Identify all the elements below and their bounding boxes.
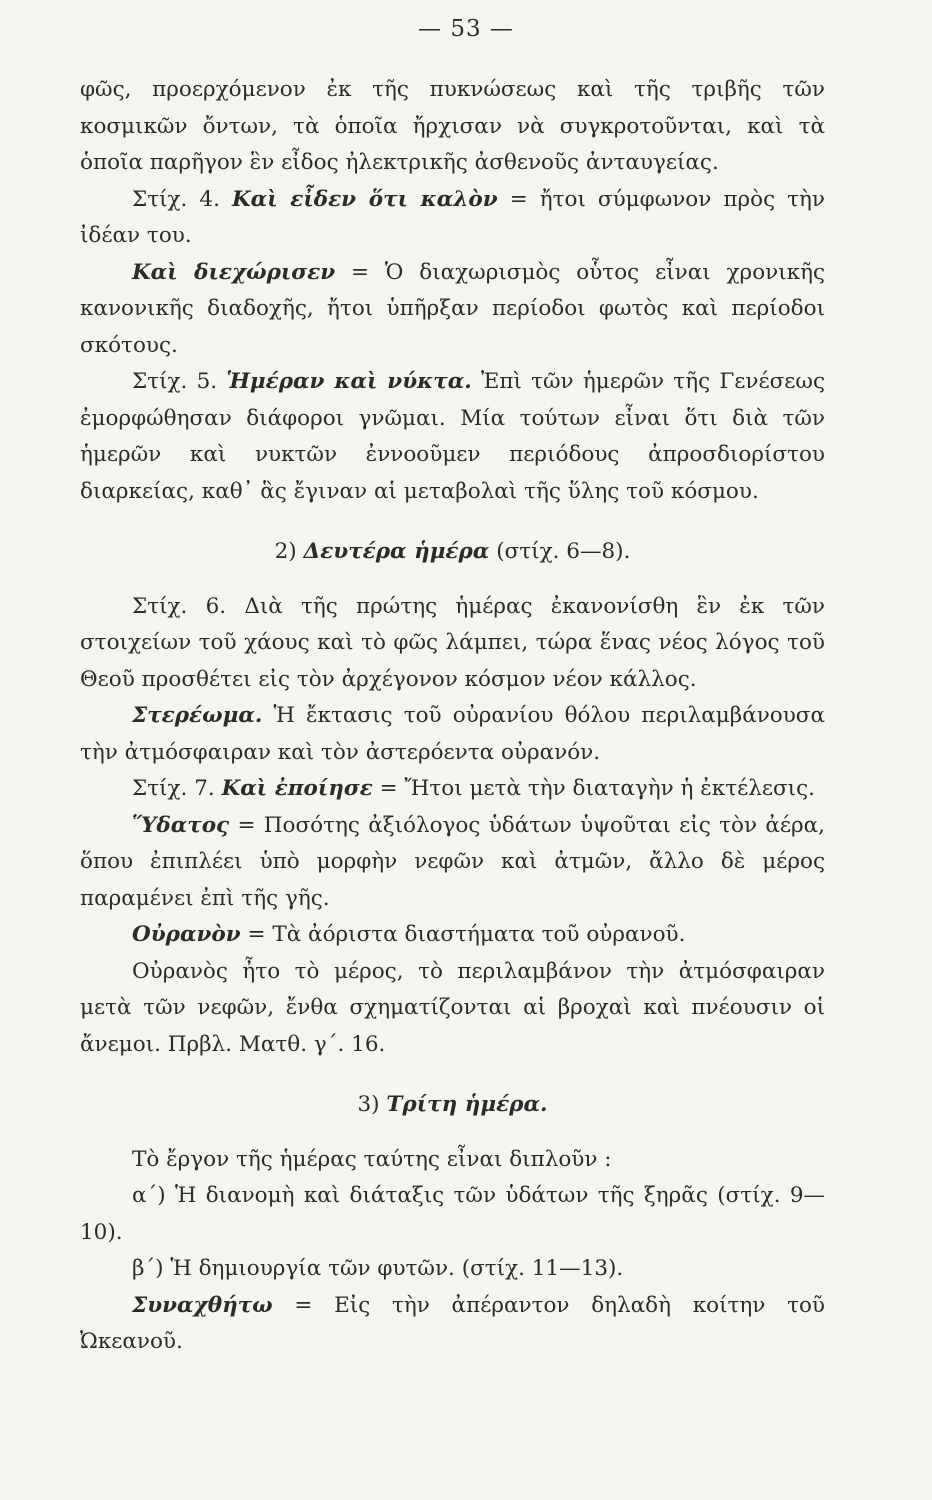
section-heading-day-3: 3) Τρίτη ἡμέρα. [357, 1092, 548, 1117]
lemma: Ἡμέραν καὶ νύκτα. [226, 369, 472, 394]
paragraph: φῶς, προερχόμενον ἐκ τῆς πυκνώσεως καὶ τῆς τριβῆς τῶν κοσμικῶν ὄντων, τὰ ὁποῖα ἤρχισαν νὰ συγκροτοῦνται, καὶ τὰ ὁποῖα παρῆγον ἓν εἶδος ἠλεκτρικῆς ἀσθενοῦς ἀνταυγείας. [80, 77, 825, 175]
section-title: Δευτέρα ἡμέρα [303, 539, 490, 564]
paragraph: Οὐρανὸς ἦτο τὸ μέρος, τὸ περιλαμβάνον τὴν ἀτμόσφαιραν μετὰ τῶν νεφῶν, ἔνθα σχηματίζονται αἱ βροχαὶ καὶ πνέουσιν οἱ ἄνεμοι. Πρβλ. Ματθ. γ΄. 16. [80, 958, 825, 1057]
list-item: α΄) Ἡ διανομὴ καὶ διάταξις τῶν ὑδάτων τῆς ξηρᾶς (στίχ. 9—10). [80, 1183, 825, 1245]
paragraph: Ὕδατος = Ποσότης ἀξιόλογος ὑδάτων ὑψοῦται εἰς τὸν ἀέρα, ὅπου ἐπιπλέει ὑπὸ μορφὴν νεφῶν καὶ ἀτμῶν, ἄλλο δὲ μέρος παραμένει ἐπὶ τῆς γῆς. [80, 812, 825, 911]
paragraph-verse-7: Στίχ. 7. Καὶ ἐποίησε = Ἤτοι μετὰ τὴν διαταγὴν ἡ ἐκτέλεσις. [132, 776, 815, 801]
paragraph: Οὐρανὸν = Τὰ ἀόριστα διαστήματα τοῦ οὐρανοῦ. [132, 922, 686, 947]
paragraph-verse-5: Στίχ. 5. Ἡμέραν καὶ νύκτα. Ἐπὶ τῶν ἡμερῶν τῆς Γενέσεως ἐμορφώθησαν διάφοροι γνῶμαι. Μία τούτων εἶναι ὅτι διὰ τῶν ἡμερῶν καὶ νυκτῶν ἐννοοῦμεν περιόδους ἀπροσδιορίστου διαρκείας, καθ᾽ ἃς ἔγιναν αἱ μεταβολαὶ τῆς ὕλης τοῦ κόσμου. [80, 369, 825, 504]
lemma: Καὶ εἶδεν ὅτι καλὸν [231, 186, 498, 212]
page-body [80, 72, 825, 1361]
paragraph: Τὸ ἔργον τῆς ἡμέρας ταύτης εἶναι διπλοῦν : [132, 1146, 612, 1172]
section-title: Τρίτη ἡμέρα. [386, 1092, 548, 1117]
lemma: Καὶ διεχώρισεν [132, 259, 336, 285]
lemma: Οὐρανὸν [132, 922, 241, 947]
lemma: Στερέωμα. [132, 703, 263, 728]
paragraph: Συναχθήτω = Εἰς τὴν ἀπέραντον δηλαδὴ κοίτην τοῦ Ὠκεανοῦ. [80, 1292, 825, 1354]
paragraph-verse-6: Στίχ. 6. Διὰ τῆς πρώτης ἡμέρας ἐκανονίσθη ἓν ἐκ τῶν στοιχείων τοῦ χάους καὶ τὸ φῶς λάμπει, τώρα ἕνας νέος λόγος τοῦ Θεοῦ προσθέτει εἰς τὸν ἀρχέγονον κόσμον νέον κάλλος. [80, 593, 825, 692]
lemma: Συναχθήτω [132, 1292, 273, 1318]
paragraph-verse-4: Στίχ. 4. Καὶ εἶδεν ὅτι καλὸν = ἤτοι σύμφωνον πρὸς τὴν ἰδέαν του. [80, 186, 825, 248]
paragraph: Στερέωμα. Ἡ ἔκτασις τοῦ οὐρανίου θόλου περιλαμβάνουσα τὴν ἀτμόσφαιραν καὶ τὸν ἀστερόεντα οὐρανόν. [80, 703, 825, 765]
list-item: β΄) Ἡ δημιουργία τῶν φυτῶν. (στίχ. 11—13). [132, 1256, 624, 1281]
paragraph: Καὶ διεχώρισεν = Ὁ διαχωρισμὸς οὗτος εἶναι χρονικῆς κανονικῆς διαδοχῆς, ἤτοι ὑπῆρξαν περίοδοι φωτὸς καὶ περίοδοι σκότους. [80, 259, 826, 358]
lemma: Ὕδατος [132, 812, 230, 838]
section-heading-day-2: 2) Δευτέρα ἡμέρα (στίχ. 6—8). [274, 539, 631, 564]
page-number: — 53 — [418, 16, 514, 42]
lemma: Καὶ ἐποίησε [221, 776, 373, 801]
